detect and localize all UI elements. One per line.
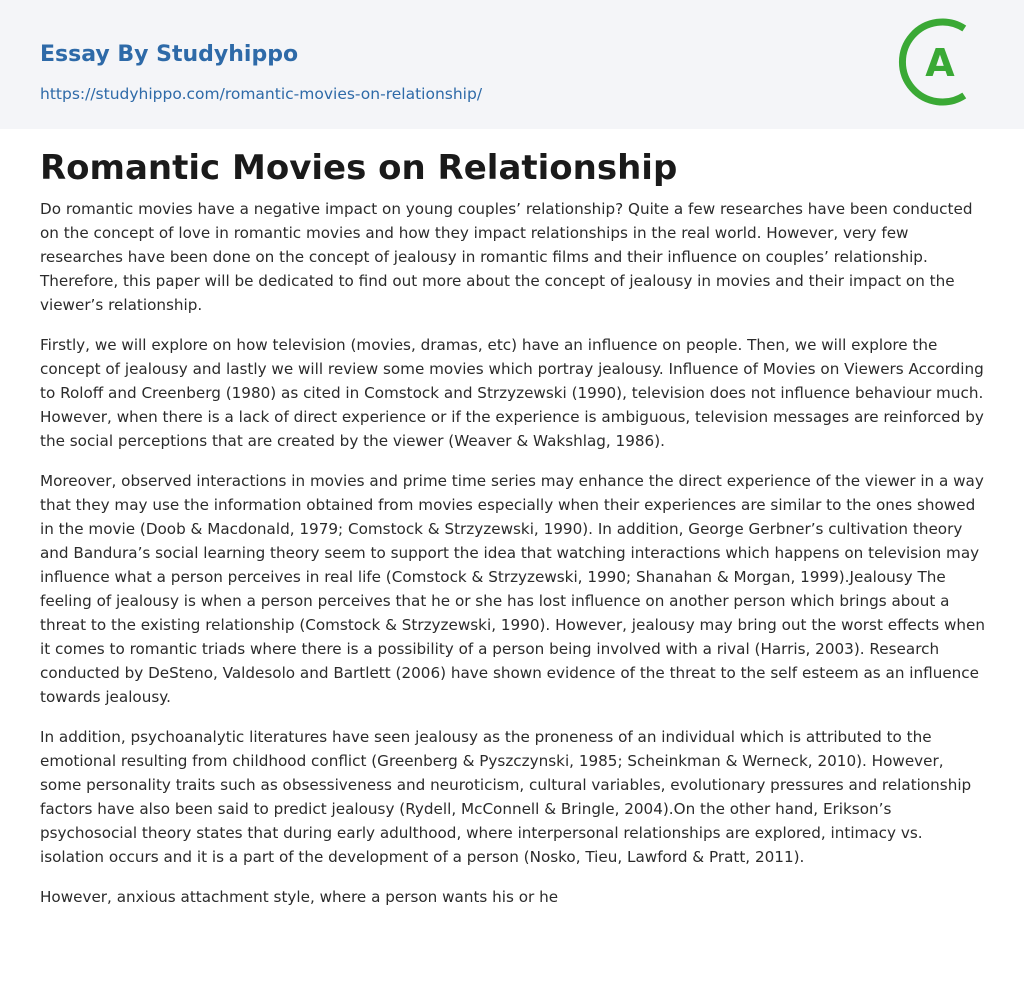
studyhippo-a-logo-icon[interactable] xyxy=(898,18,986,106)
source-url-link[interactable]: https://studyhippo.com/romantic-movies-on-relationship/ xyxy=(40,85,483,103)
article-paragraph: Moreover, observed interactions in movies and prime time series may enhance the direct experience of the viewer in a way that they may use the information obtained from movies especially when their experiences are similar to the ones showed in the movie (Doob & Macdonald, 1979; Comstock & Strzyzewski, 1990). In addition, George Gerbner’s cultivation theory and Bandura’s social learning theory seem to support the idea that watching interactions which happens on television may influence what a person perceives in real life (Comstock & Strzyzewski, 1990; Shanahan & Morgan, 1999).Jealousy The feeling of jealousy is when a person perceives that he or she has lost influence on another person which brings about a threat to the existing relationship (Comstock & Strzyzewski, 1990). However, jealousy may bring out the worst effects when it comes to romantic triads where there is a possibility of a person being involved with a rival (Harris, 2003). Research conducted by DeSteno, Valdesolo and Bartlett (2006) have shown evidence of the threat to the self esteem as an influence towards jealousy. xyxy=(40,472,985,706)
article-paragraph: Do romantic movies have a negative impact on young couples’ relationship? Quite a few researches have been conducted on the concept of love in romantic movies and how they impact relationships in the real world. However, very few researches have been done on the concept of jealousy in romantic films and their influence on couples’ relationship. Therefore, this paper will be dedicated to find out more about the concept of jealousy in movies and their impact on the viewer’s relationship. xyxy=(40,200,973,314)
article-paragraph: Firstly, we will explore on how television (movies, dramas, etc) have an influence on people. Then, we will explore the concept of jealousy and lastly we will review some movies which portray jealousy. Influence of Movies on Viewers According to Roloff and Creenberg (1980) as cited in Comstock and Strzyzewski (1990), television does not influence behaviour much. However, when there is a lack of direct experience or if the experience is ambiguous, television messages are reinforced by the social perceptions that are created by the viewer (Weaver & Wakshlag, 1986). xyxy=(40,336,984,450)
site-header xyxy=(0,0,1024,129)
article-paragraph: In addition, psychoanalytic literatures have seen jealousy as the proneness of an individual which is attributed to the emotional resulting from childhood conflict (Greenberg & Pyszczynski, 1985; Scheinkman & Werneck, 2010). However, some personality traits such as obsessiveness and neuroticism, cultural variables, evolutionary pressures and relationship factors have also been said to predict jealousy (Rydell, McConnell & Bringle, 2004).On the other hand, Erikson’s psychosocial theory states that during early adulthood, where interpersonal relationships are explored, intimacy vs. isolation occurs and it is a part of the development of a person (Nosko, Tieu, Lawford & Pratt, 2011). xyxy=(40,728,972,866)
article-title: Romantic Movies on Relationship xyxy=(40,148,678,188)
logo-letter: A xyxy=(925,41,955,85)
brand-title[interactable]: Essay By Studyhippo xyxy=(40,42,299,67)
article xyxy=(40,147,986,925)
article-paragraph: However, anxious attachment style, where a person wants his or he xyxy=(40,888,559,906)
